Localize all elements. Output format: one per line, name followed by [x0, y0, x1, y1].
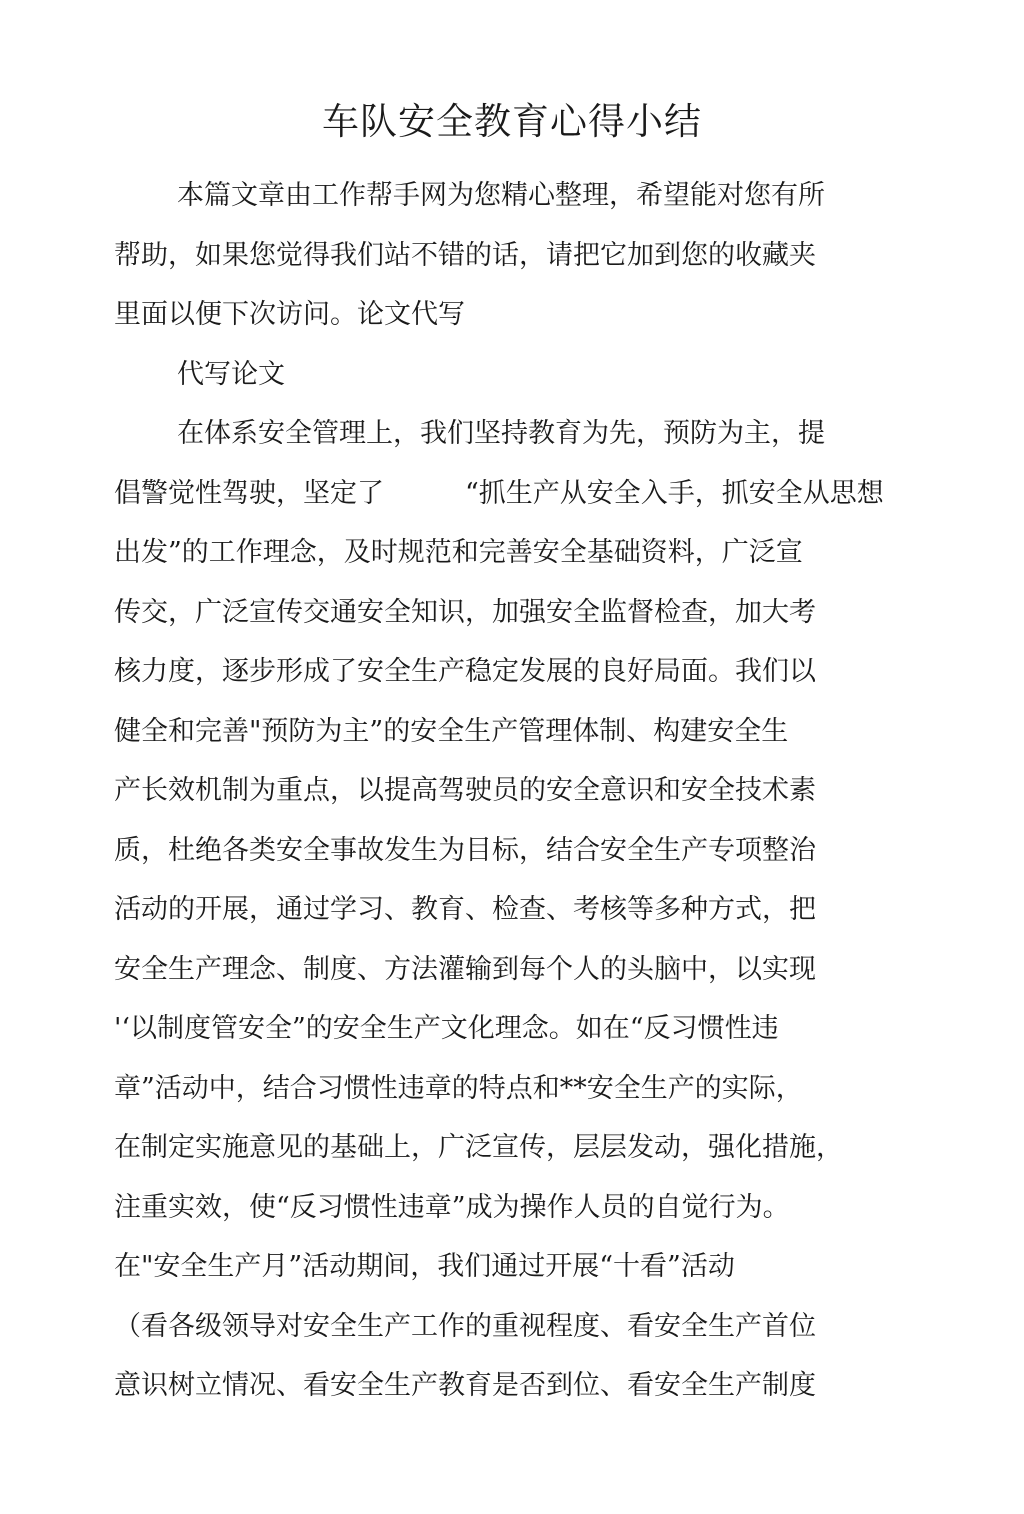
- paragraph-line: 在"安全生产月”活动期间，我们通过开展“十看”活动: [114, 1251, 735, 1282]
- paragraph-line: 里面以便下次访问。论文代写: [114, 299, 465, 330]
- paragraph-line: 章”活动中，结合习惯性违章的特点和**安全生产的实际，: [114, 1073, 803, 1104]
- paragraph-line: 活动的开展，通过学习、教育、检查、考核等多种方式，把: [114, 894, 816, 925]
- paragraph-line: 传交，广泛宣传交通安全知识，加强安全监督检查，加大考: [114, 597, 816, 628]
- paragraph-line: （看各级领导对安全生产工作的重视程度、看安全生产首位: [114, 1311, 816, 1342]
- paragraph-line: 产长效机制为重点，以提高驾驶员的安全意识和安全技术素: [114, 775, 816, 806]
- paragraph-line: 帮助，如果您觉得我们站不错的话，请把它加到您的收藏夹: [114, 240, 816, 271]
- paragraph-line: '‘以制度管安全”的安全生产文化理念。如在“反习惯性违: [114, 1013, 779, 1044]
- paragraph-line: 出发”的工作理念，及时规范和完善安全基础资料，广泛宣: [114, 537, 803, 568]
- paragraph-line: 核力度，逐步形成了安全生产稳定发展的良好局面。我们以: [114, 656, 816, 687]
- paragraph-line: 注重实效，使“反习惯性违章”成为操作人员的自觉行为。: [114, 1192, 790, 1223]
- paragraph-line: 倡警觉性驾驶，坚定了 “抓生产从安全入手，抓安全从思想: [114, 478, 884, 509]
- paragraph-line: 在体系安全管理上，我们坚持教育为先，预防为主，提: [177, 418, 825, 449]
- paragraph-line: 代写论文: [177, 359, 285, 390]
- paragraph-line: 意识树立情况、看安全生产教育是否到位、看安全生产制度: [114, 1370, 816, 1401]
- paragraph-line: 本篇文章由工作帮手网为您精心整理，希望能对您有所: [177, 180, 825, 211]
- document-title: 车队安全教育心得小结: [322, 100, 702, 143]
- paragraph-line: 在制定实施意见的基础上，广泛宣传，层层发动，强化措施，: [114, 1132, 843, 1163]
- paragraph-line: 质，杜绝各类安全事故发生为目标，结合安全生产专项整治: [114, 835, 816, 866]
- paragraph-line: 健全和完善"预防为主”的安全生产管理体制、构建安全生: [114, 716, 789, 747]
- paragraph-line: 安全生产理念、制度、方法灌输到每个人的头脑中，以实现: [114, 954, 816, 985]
